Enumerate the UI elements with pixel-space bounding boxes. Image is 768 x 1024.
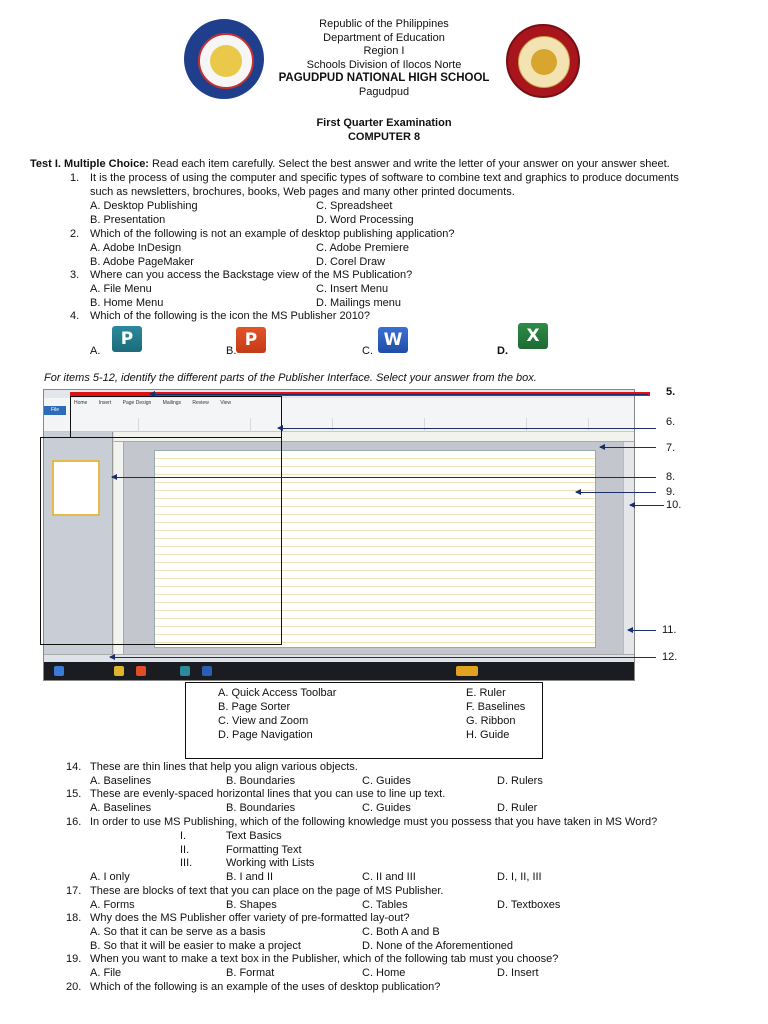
header-line: Republic of the Philippines bbox=[319, 18, 449, 30]
question-text: Why does the MS Publisher offer variety of pre-formatted lay-out? bbox=[90, 912, 410, 924]
browser-icon bbox=[136, 666, 146, 676]
choice-b: B. Boundaries bbox=[226, 802, 296, 814]
choice-d: D. Corel Draw bbox=[316, 256, 386, 268]
choice-b: B. Presentation bbox=[90, 214, 166, 226]
choice-d: D. Ruler bbox=[497, 802, 538, 814]
question-text: Which of the following is an example of the uses of desktop publication? bbox=[90, 981, 441, 993]
exam-subject: COMPUTER 8 bbox=[347, 130, 421, 143]
publisher-icon: P bbox=[112, 326, 142, 352]
callout-number: 11. bbox=[662, 624, 677, 636]
choice-c: C. Home bbox=[362, 967, 406, 979]
header-line: Region I bbox=[363, 45, 405, 58]
question-text: These are thin lines that help you align various objects. bbox=[90, 761, 358, 773]
question-number: 14. bbox=[66, 761, 82, 773]
vertical-scrollbar bbox=[623, 442, 634, 654]
question-text: In order to use MS Publishing, which of the following knowledge must you possess that you have taken in MS Word? bbox=[90, 816, 658, 828]
question-text: such as newsletters, brochures, books, Web pages and many other printed documents. bbox=[90, 186, 515, 198]
question-number: 3. bbox=[70, 269, 80, 281]
choice-c: C. Guides bbox=[362, 802, 411, 814]
choice-a: A. Desktop Publishing bbox=[90, 200, 198, 212]
windows-start-icon bbox=[54, 666, 64, 676]
battery-icon bbox=[456, 666, 478, 676]
tab-mailings: Mailings bbox=[162, 400, 182, 406]
tab-insert: Insert bbox=[98, 400, 112, 406]
navigation-highlight-box bbox=[40, 437, 282, 645]
choice-c: C. Guides bbox=[362, 775, 411, 787]
question-number: 15. bbox=[66, 788, 82, 800]
choice-a: A. Baselines bbox=[90, 775, 152, 787]
question-text: These are blocks of text that you can place on the page of MS Publisher. bbox=[90, 885, 444, 897]
answer-option: A. Quick Access Toolbar bbox=[218, 687, 337, 699]
callout-number: 5. bbox=[666, 386, 676, 398]
question-text: Which of the following is the icon the MS Publisher 2010? bbox=[90, 310, 371, 322]
question-number: 4. bbox=[70, 310, 80, 322]
knowledge-item: Formatting Text bbox=[226, 844, 302, 856]
choice-d: D. None of the Aforementioned bbox=[362, 940, 514, 952]
callout-arrow bbox=[576, 492, 656, 493]
folder-icon bbox=[114, 666, 124, 676]
choice-a: A. So that it can be serve as a basis bbox=[90, 926, 266, 938]
question-number: 2. bbox=[70, 228, 80, 240]
callout-number: 12. bbox=[662, 651, 678, 663]
answer-option: H. Guide bbox=[466, 729, 510, 741]
choice-a: A. Baselines bbox=[90, 802, 152, 814]
choice-d: D. bbox=[497, 345, 508, 357]
question-number: 18. bbox=[66, 912, 82, 924]
word-icon: W bbox=[378, 327, 408, 353]
question-number: 20. bbox=[66, 981, 82, 993]
choice-c: C. Insert Menu bbox=[316, 283, 389, 295]
choice-c: C. Adobe Premiere bbox=[316, 242, 409, 254]
items-instruction: For items 5-12, identify the different parts of the Publisher Interface. Select your answer from the box. bbox=[44, 372, 537, 384]
roman-numeral: I. bbox=[180, 830, 187, 842]
choice-a: A. File Menu bbox=[90, 283, 152, 295]
answer-option: E. Ruler bbox=[466, 687, 506, 699]
windows-taskbar bbox=[44, 662, 634, 680]
choice-b: B. bbox=[226, 345, 237, 357]
callout-number: 9. bbox=[666, 486, 676, 498]
knowledge-item: Working with Lists bbox=[226, 857, 315, 869]
question-text: Where can you access the Backstage view of the MS Publication? bbox=[90, 269, 413, 281]
callout-arrow bbox=[630, 505, 664, 506]
callout-arrow bbox=[600, 447, 656, 448]
choice-b: B. I and II bbox=[226, 871, 274, 883]
choice-b: B. So that it will be easier to make a project bbox=[90, 940, 301, 952]
callout-arrow bbox=[150, 394, 648, 395]
excel-icon: X bbox=[518, 323, 548, 349]
exam-title: First Quarter Examination bbox=[316, 117, 452, 129]
choice-b: B. Boundaries bbox=[226, 775, 296, 787]
callout-number: 6. bbox=[666, 416, 676, 428]
choice-a: A. bbox=[90, 345, 101, 357]
choice-a: A. Forms bbox=[90, 899, 135, 911]
file-tab: File bbox=[44, 406, 66, 415]
question-number: 16. bbox=[66, 816, 82, 828]
header-line: Schools Division of Ilocos Norte bbox=[306, 58, 462, 71]
choice-a: A. File bbox=[90, 967, 122, 979]
roman-numeral: III. bbox=[180, 857, 193, 869]
knowledge-item: Text Basics bbox=[226, 830, 282, 842]
exam-title-block bbox=[0, 117, 768, 144]
header-line: Department of Education bbox=[323, 31, 445, 44]
choice-b: B. Home Menu bbox=[90, 297, 164, 309]
choice-b: B. Format bbox=[226, 967, 275, 979]
school-name: PAGUDPUD NATIONAL HIGH SCHOOL bbox=[278, 72, 490, 85]
tab-view: View bbox=[220, 400, 231, 406]
document-header bbox=[0, 18, 768, 100]
callout-number: 10. bbox=[666, 499, 682, 511]
roman-numeral: II. bbox=[180, 844, 190, 856]
powerpoint-icon: P bbox=[236, 327, 266, 353]
choice-a: A. I only bbox=[90, 871, 130, 883]
question-number: 17. bbox=[66, 885, 82, 897]
answer-option: B. Page Sorter bbox=[218, 701, 291, 713]
question-number: 19. bbox=[66, 953, 82, 965]
callout-arrow bbox=[112, 477, 656, 478]
question-text: It is the process of using the computer and specific types of software to combine text and graphics to produce documents bbox=[90, 172, 679, 184]
choice-c: C. Both A and B bbox=[362, 926, 440, 938]
callout-arrow bbox=[278, 428, 656, 429]
callout-arrow bbox=[110, 657, 656, 658]
tab-home: Home bbox=[74, 400, 88, 406]
choice-c: C. Tables bbox=[362, 899, 408, 911]
test-instruction bbox=[30, 158, 670, 172]
question-text: These are evenly-spaced horizontal lines that you can use to line up text. bbox=[90, 788, 446, 800]
answer-option: G. Ribbon bbox=[466, 715, 516, 727]
choice-a: A. Adobe InDesign bbox=[90, 242, 182, 254]
callout-arrow bbox=[628, 630, 656, 631]
choice-b: B. Shapes bbox=[226, 899, 277, 911]
callout-number: 7. bbox=[666, 442, 676, 454]
question-number: 1. bbox=[70, 172, 80, 184]
choice-c: C. Spreadsheet bbox=[316, 200, 393, 212]
answer-option: C. View and Zoom bbox=[218, 715, 309, 727]
test-heading: Test I. Multiple Choice: bbox=[30, 158, 149, 170]
choice-d: D. Rulers bbox=[497, 775, 543, 787]
ribbon-highlight-box bbox=[70, 396, 282, 438]
publisher-taskbar-icon bbox=[180, 666, 190, 676]
choice-d: D. Mailings menu bbox=[316, 297, 401, 309]
answer-option: F. Baselines bbox=[466, 701, 526, 713]
choice-b: B. Adobe PageMaker bbox=[90, 256, 194, 268]
choice-d: D. Textboxes bbox=[497, 899, 561, 911]
choice-d: D. Word Processing bbox=[316, 214, 414, 226]
tab-review: Review bbox=[192, 400, 209, 406]
choice-d: D. Insert bbox=[497, 967, 539, 979]
choice-c: C. II and III bbox=[362, 871, 416, 883]
school-town: Pagudpud bbox=[358, 85, 410, 98]
word-taskbar-icon bbox=[202, 666, 212, 676]
answer-option: D. Page Navigation bbox=[218, 729, 313, 741]
question-text: Which of the following is not an example of desktop publishing application? bbox=[90, 228, 455, 240]
question-text: When you want to make a text box in the Publisher, which of the following tab must you choose? bbox=[90, 953, 559, 965]
callout-number: 8. bbox=[666, 471, 676, 483]
tab-page-design: Page Design bbox=[122, 400, 152, 406]
choice-c: C. bbox=[362, 345, 373, 357]
choice-d: D. I, II, III bbox=[497, 871, 542, 883]
test-instruction-text: Read each item carefully. Select the best answer and write the letter of your answer on your answer sheet. bbox=[148, 158, 670, 170]
